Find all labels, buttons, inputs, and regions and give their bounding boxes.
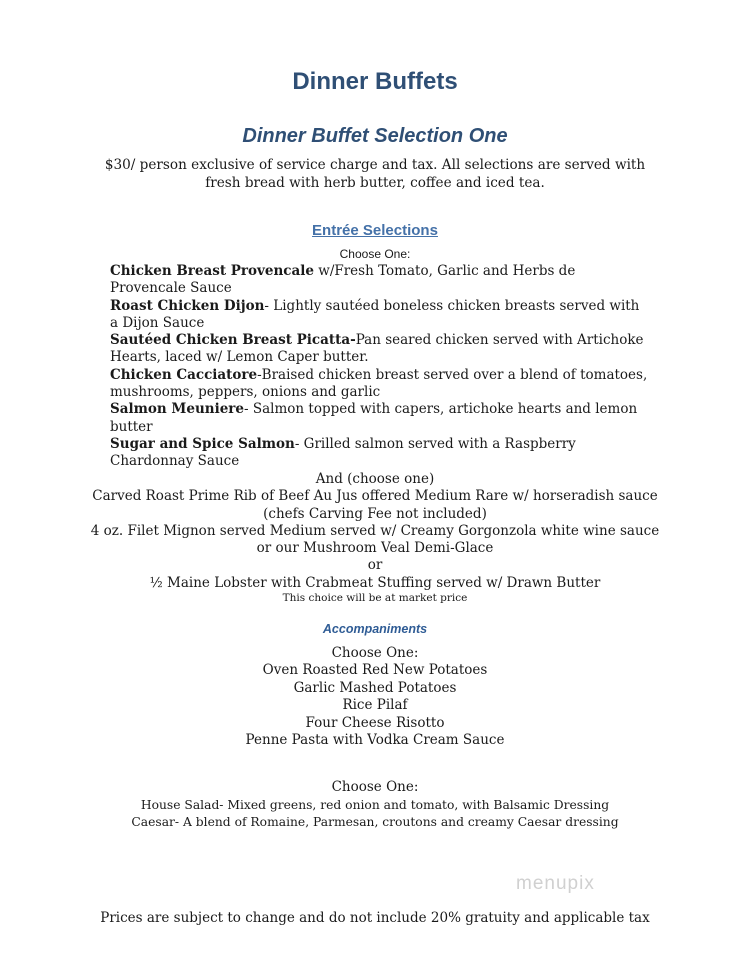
entree-item xyxy=(110,401,650,436)
entree-item xyxy=(110,367,650,402)
entree-desc: - Lightly sautéed boneless chicken breasts served with a Dijon Sauce xyxy=(110,297,640,331)
accompaniments-list xyxy=(0,645,750,749)
carved-option-line: or our Mushroom Veal Demi-Glace xyxy=(256,540,494,557)
entree-name: Chicken Breast Provencale xyxy=(110,263,314,279)
entree-item xyxy=(110,298,650,333)
footer-note: Prices are subject to change and do not include 20% gratuity and applicable tax xyxy=(100,910,650,926)
page-title: Dinner Buffets xyxy=(292,68,458,95)
carved-option-or: or xyxy=(367,557,383,574)
accompaniments-heading: Accompaniments xyxy=(322,622,428,636)
buffet-subtitle: Dinner Buffet Selection One xyxy=(242,125,508,147)
entree-list xyxy=(110,263,650,471)
and-choose-label: And (choose one) xyxy=(315,471,435,487)
entree-item xyxy=(110,263,650,298)
carved-option-line: ½ Maine Lobster with Crabmeat Stuffing served w/ Drawn Butter xyxy=(149,574,601,591)
accompaniment-item: Four Cheese Risotto xyxy=(305,714,445,731)
entree-heading: Entrée Selections xyxy=(312,222,438,239)
intro-text: $30/ person exclusive of service charge and tax. All selections are served with fresh bread with herb butter, coffee and iced tea. xyxy=(104,157,646,191)
accompaniments-choose-label: Choose One: xyxy=(331,645,419,661)
entree-name: Sugar and Spice Salmon xyxy=(110,435,295,452)
entree-desc: -Braised chicken breast served over a blend of tomatoes, mushrooms, peppers, onions and garlic xyxy=(110,366,648,401)
entree-desc: w/Fresh Tomato, Garlic and Herbs de Provencale Sauce xyxy=(110,263,576,297)
entree-desc: - Salmon topped with capers, artichoke hearts and lemon butter xyxy=(110,401,638,435)
entree-name: Sautéed Chicken Breast Picatta- xyxy=(110,332,356,349)
entree-item xyxy=(110,436,650,471)
carved-option-line: Carved Roast Prime Rib of Beef Au Jus offered Medium Rare w/ horseradish sauce xyxy=(92,488,658,505)
watermark-logo: menupix xyxy=(516,873,595,894)
accompaniment-item: Penne Pasta with Vodka Cream Sauce xyxy=(245,732,505,749)
entree-name: Chicken Cacciatore xyxy=(110,366,258,383)
entree-name: Roast Chicken Dijon xyxy=(110,297,265,314)
salad-list xyxy=(0,797,750,830)
entree-name: Salmon Meuniere xyxy=(110,401,245,418)
accompaniment-item: Rice Pilaf xyxy=(342,697,408,714)
carved-choice-block xyxy=(0,471,750,604)
entree-choose-label: Choose One: xyxy=(339,247,411,261)
salad-choose-label: Choose One: xyxy=(331,779,419,795)
salad-item: House Salad- Mixed greens, red onion and tomato, with Balsamic Dressing xyxy=(140,798,610,812)
market-price-note: This choice will be at market price xyxy=(282,592,468,605)
carved-option-line: (chefs Carving Fee not included) xyxy=(263,505,487,522)
carved-option-line: 4 oz. Filet Mignon served Medium served w/ Creamy Gorgonzola white wine sauce xyxy=(90,522,660,539)
entree-item xyxy=(110,332,650,367)
entree-desc: Pan seared chicken served with Artichoke Hearts, laced w/ Lemon Caper butter. xyxy=(110,332,644,366)
entree-desc: - Grilled salmon served with a Raspberry Chardonnay Sauce xyxy=(110,435,576,470)
accompaniment-item: Garlic Mashed Potatoes xyxy=(293,679,457,696)
salad-item: Caesar- A blend of Romaine, Parmesan, croutons and creamy Caesar dressing xyxy=(131,814,619,829)
accompaniment-item: Oven Roasted Red New Potatoes xyxy=(262,662,488,679)
